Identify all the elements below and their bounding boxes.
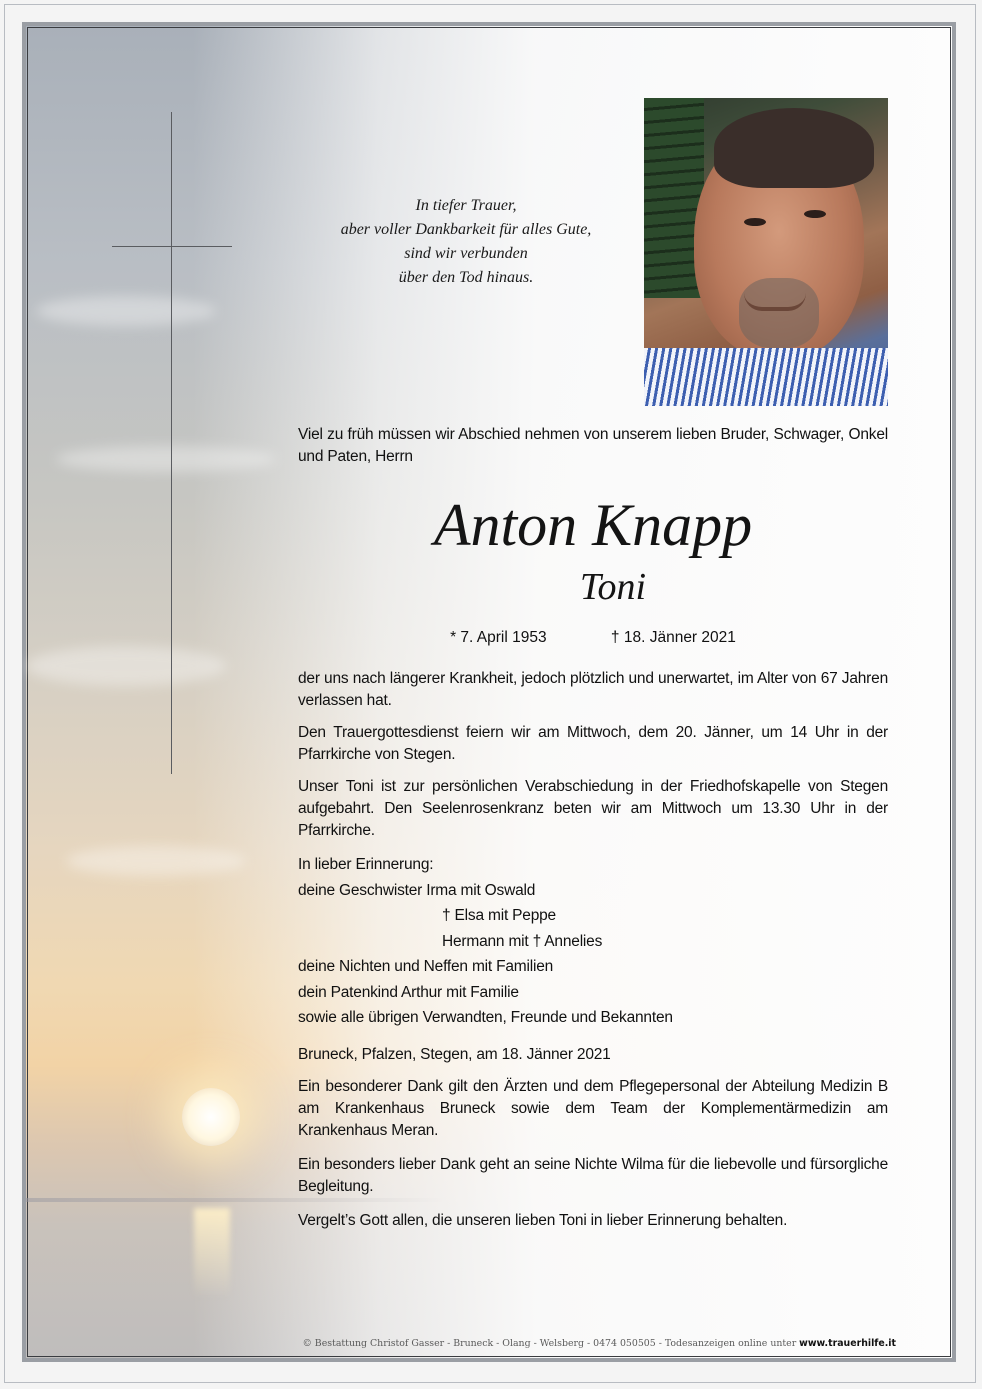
thanks-medical: Ein besonderer Dank gilt den Ärzten und dem Pflegepersonal der Abteilung Medizin B am Krankenhaus Bruneck sowie dem Team der Komplementärmedizin am Krankenhaus Meran. xyxy=(298,1078,888,1139)
footer xyxy=(296,1338,896,1349)
mourners-heading: In lieber Erinnerung: xyxy=(298,856,434,873)
footer-website-link[interactable]: www.trauerhilfe.it xyxy=(799,1338,896,1349)
footer-text: © Bestattung Christof Gasser - Bruneck - Olang - Welsberg - 0474 050505 - Todesanzeigen online unter xyxy=(302,1338,800,1349)
quote-line: In tiefer Trauer, xyxy=(415,197,517,214)
cloud xyxy=(56,446,276,472)
cross-icon-vertical xyxy=(171,112,172,774)
closing-line: Vergelt’s Gott allen, die unseren lieben Toni in lieber Erinnerung behalten. xyxy=(298,1212,788,1229)
intro-text: Viel zu früh müssen wir Abschied nehmen von unserem lieben Bruder, Schwager, Onkel und Paten, Herrn xyxy=(298,426,888,465)
cloud xyxy=(66,846,246,876)
life-dates xyxy=(298,628,888,648)
mourners-list xyxy=(298,852,888,1031)
deceased-nickname: Toni xyxy=(579,566,647,608)
quote-line: aber voller Dankbarkeit für alles Gute, xyxy=(340,221,592,238)
photo-beard xyxy=(739,278,819,348)
memorial-quote xyxy=(296,194,636,290)
mourner-line: Hermann mit † Annelies xyxy=(442,932,603,950)
horizon-line xyxy=(26,1198,446,1202)
sun-reflection xyxy=(194,1208,230,1298)
photo-eye xyxy=(804,210,826,218)
quote-line: sind wir verbunden xyxy=(404,245,528,262)
deceased-name: Anton Knapp xyxy=(433,492,753,558)
death-date: † 18. Jänner 2021 xyxy=(610,629,736,646)
birth-date: * 7. April 1953 xyxy=(450,629,547,646)
photo-hair xyxy=(714,108,874,188)
quote-line: über den Tod hinaus. xyxy=(398,269,534,286)
mourner-line: dein Patenkind Arthur mit Familie xyxy=(298,983,519,1001)
place-and-date: Bruneck, Pfalzen, Stegen, am 18. Jänner 2021 xyxy=(298,1046,611,1063)
photo-shirt xyxy=(644,348,888,406)
sun-image xyxy=(182,1088,240,1146)
obituary-card xyxy=(22,22,956,1362)
paragraph-viewing: Unser Toni ist zur persönlichen Verabschiedung in der Friedhofskapelle von Stegen aufgebahrt. Den Seelenrosenkranz beten wir am Mittwoch um 13.30 Uhr in der Pfarrkirche. xyxy=(298,778,888,839)
mourner-line: deine Nichten und Neffen mit Familien xyxy=(298,958,554,975)
thanks-niece: Ein besonders lieber Dank geht an seine Nichte Wilma für die liebevolle und fürsorgliche Begleitung. xyxy=(298,1156,888,1195)
mourner-line: sowie alle übrigen Verwandten, Freunde und Bekannten xyxy=(298,1009,673,1026)
cloud xyxy=(36,296,216,326)
paragraph-funeral-service: Den Trauergottesdienst feiern wir am Mittwoch, dem 20. Jänner, um 14 Uhr in der Pfarrkirche von Stegen. xyxy=(298,724,888,763)
photo-eye xyxy=(744,218,766,226)
mourner-line: † Elsa mit Peppe xyxy=(442,907,556,924)
mourner-line: deine Geschwister Irma mit Oswald xyxy=(298,881,536,899)
cloud xyxy=(26,646,226,686)
photo-mouth xyxy=(744,293,806,311)
paragraph-passing: der uns nach längerer Krankheit, jedoch plötzlich und unerwartet, im Alter von 67 Jahren verlassen hat. xyxy=(298,670,888,709)
cross-icon-horizontal xyxy=(112,246,232,247)
portrait-photo xyxy=(644,98,888,406)
